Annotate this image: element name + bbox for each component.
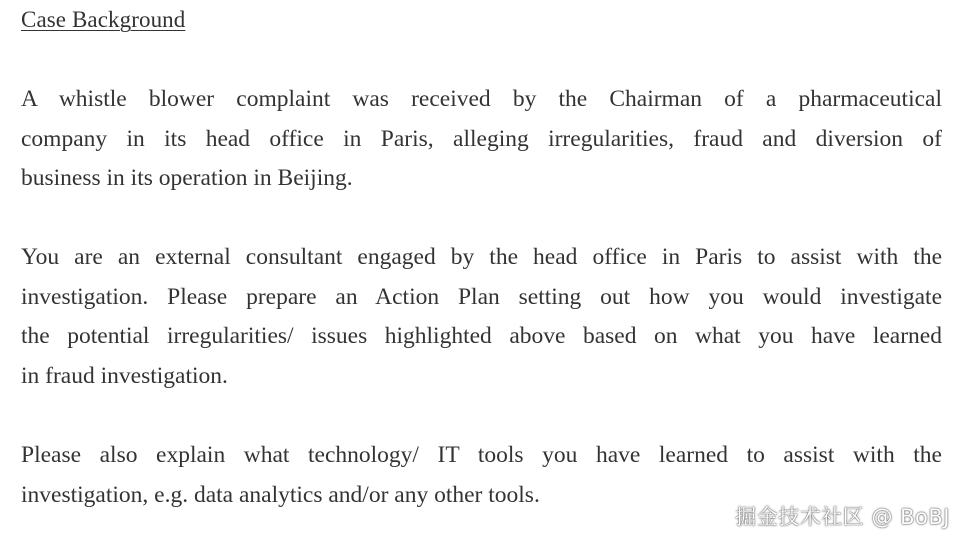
watermark: 掘金技术社区 @ BoBJ <box>735 505 950 529</box>
paragraph-line: investigation. Please prepare an Action Plan setting out how you would investigate <box>21 283 942 310</box>
paragraph-line: investigation, e.g. data analytics and/or any other tools. <box>21 481 540 508</box>
paragraph-complaint <box>21 80 942 199</box>
paragraph-line: in fraud investigation. <box>21 362 228 389</box>
paragraph-consultant-task <box>21 238 942 396</box>
paragraph-line: company in its head office in Paris, alleging irregularities, fraud and diversion of <box>21 125 942 152</box>
paragraph-line: A whistle blower complaint was received by the Chairman of a pharmaceutical <box>21 86 942 112</box>
paragraph-line: You are an external consultant engaged by the head office in Paris to assist with the <box>21 244 942 270</box>
paragraph-line: the potential irregularities/ issues highlighted above based on what you have learned <box>21 323 942 350</box>
section-heading: Case Background <box>21 7 186 32</box>
paragraph-line: Please also explain what technology/ IT tools you have learned to assist with the <box>21 442 942 468</box>
paragraph-line: business in its operation in Beijing. <box>21 165 353 192</box>
